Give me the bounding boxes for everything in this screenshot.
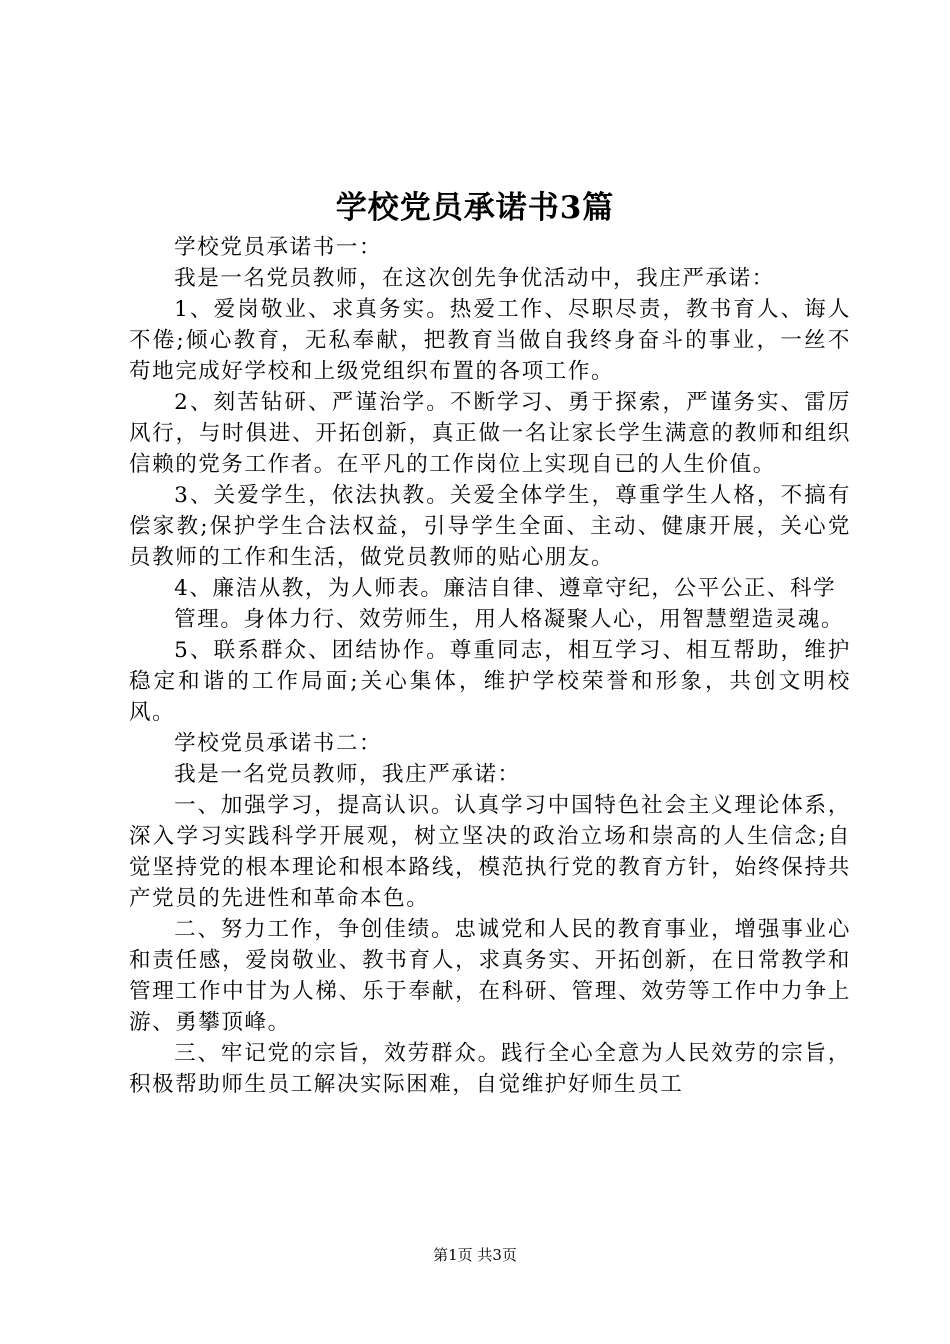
paragraph: 4、廉洁从教，为人师表。廉洁自律、遵章守纪，公平公正、科学 — [174, 576, 837, 601]
section-heading-two: 学校党员承诺书二： — [174, 731, 383, 756]
paragraph: 我是一名党员教师，在这次创先争优活动中，我庄严承诺： — [174, 266, 775, 291]
paragraph: 2、刻苦钻研、严谨治学。不断学习、勇于探索，严谨务实、雷厉风行，与时俱进、开拓创新，真正做一名让家长学生满意的教师和组织信赖的党务工作者。在平凡的工作岗位上实现自已的人生价值。 — [129, 390, 851, 477]
paragraph: 二、努力工作，争创佳绩。忠诚党和人民的教育事业，增强事业心和责任感，爱岗敬业、教书育人，求真务实、开拓创新，在日常教学和管理工作中甘为人梯、乐于奉献，在科研、管理、效劳等工作中力争上游、勇攀顶峰。 — [129, 917, 851, 1035]
paragraph: 管理。身体力行、效劳师生，用人格凝聚人心，用智慧塑造灵魂。 — [174, 607, 845, 632]
paragraph: 三、牢记党的宗旨，效劳群众。践行全心全意为人民效劳的宗旨，积极帮助师生员工解决实际困难，自觉维护好师生员工 — [129, 1041, 851, 1097]
paragraph: 3、关爱学生，依法执教。关爱全体学生，尊重学生人格，不搞有偿家教;保护学生合法权益，引导学生全面、主动、健康开展，关心党员教师的工作和生活，做党员教师的贴心朋友。 — [129, 483, 851, 570]
paragraph: 5、联系群众、团结协作。尊重同志，相互学习、相互帮助，维护稳定和谐的工作局面;关心集体，维护学校荣誉和形象，共创文明校风。 — [129, 638, 851, 725]
document-title: 学校党员承诺书3篇 — [335, 190, 615, 226]
paragraph: 1、爱岗敬业、求真务实。热爱工作、尽职尽责，教书育人、诲人不倦;倾心教育，无私奉献，把教育当做自我终身奋斗的事业，一丝不苟地完成好学校和上级党组织布置的各项工作。 — [129, 297, 851, 384]
document-body — [129, 232, 851, 1100]
page-footer: 第1页 共3页 — [433, 1246, 517, 1264]
paragraph: 一、加强学习，提高认识。认真学习中国特色社会主义理论体系，深入学习实践科学开展观，树立坚决的政治立场和崇高的人生信念;自觉坚持党的根本理论和根本路线，模范执行党的教育方针，始终保持共产党员的先进性和革命本色。 — [129, 793, 851, 911]
paragraph: 我是一名党员教师，我庄严承诺： — [174, 762, 521, 787]
section-heading-one: 学校党员承诺书一： — [174, 235, 383, 260]
